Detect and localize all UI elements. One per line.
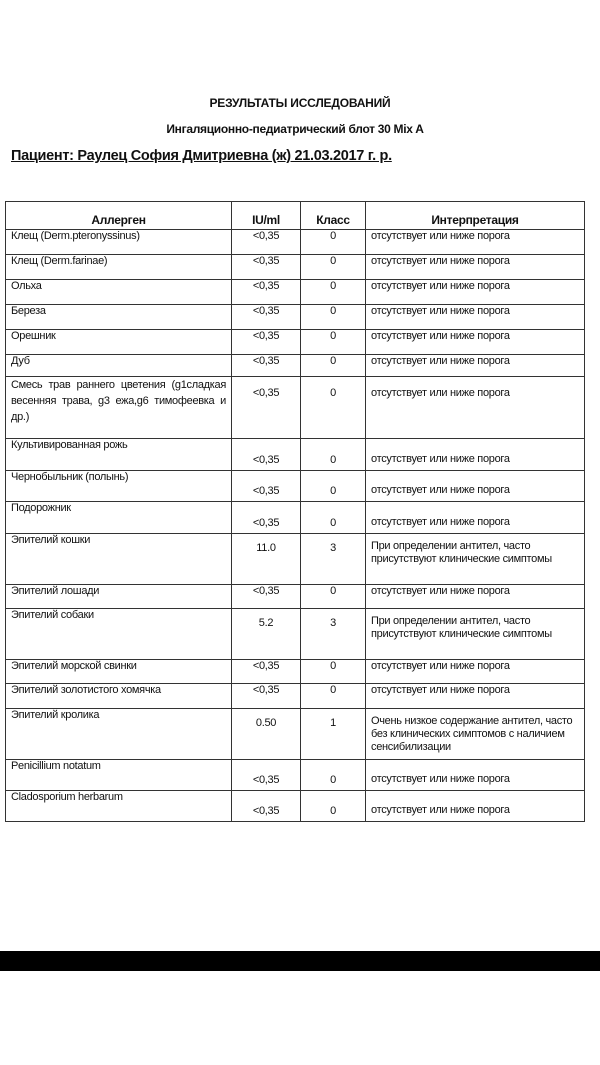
class-cell: 0: [301, 660, 366, 684]
iu-cell: <0,35: [232, 305, 301, 330]
column-header-iu: IU/ml: [232, 202, 301, 230]
table-row: [6, 439, 585, 471]
document-subtitle: Ингаляционно-педиатрический блот 30 Mix A: [166, 122, 424, 136]
allergen-cell: Эпителий морской свинки: [6, 660, 232, 684]
iu-cell: <0,35: [232, 760, 301, 791]
allergen-cell: Эпителий лошади: [6, 585, 232, 609]
class-cell: 0: [301, 330, 366, 355]
interpretation-cell: отсутствует или ниже порога: [366, 255, 585, 280]
class-cell: 0: [301, 439, 366, 471]
interpretation-cell: отсутствует или ниже порога: [366, 439, 585, 471]
iu-cell: <0,35: [232, 471, 301, 502]
patient-info: Пациент: Раулец София Дмитриевна (ж) 21.03.2017 г. р.: [11, 148, 392, 164]
class-cell: 0: [301, 585, 366, 609]
table-row: [6, 502, 585, 534]
iu-cell: 0.50: [232, 709, 301, 760]
interpretation-cell: отсутствует или ниже порога: [366, 684, 585, 709]
class-cell: 0: [301, 377, 366, 439]
iu-cell: <0,35: [232, 502, 301, 534]
class-cell: 0: [301, 684, 366, 709]
iu-cell: <0,35: [232, 355, 301, 377]
table-header-row: [6, 202, 585, 230]
table-row: [6, 760, 585, 791]
table-row: [6, 534, 585, 585]
class-cell: 3: [301, 534, 366, 585]
interpretation-cell: отсутствует или ниже порога: [366, 660, 585, 684]
table-row: [6, 305, 585, 330]
interpretation-cell: При определении антител, часто присутствуют клинические симптомы: [366, 534, 585, 585]
table-row: [6, 280, 585, 305]
results-table: [5, 201, 585, 822]
allergen-cell: Клещ (Derm.pteronyssinus): [6, 230, 232, 255]
iu-cell: <0,35: [232, 377, 301, 439]
table-row: [6, 585, 585, 609]
interpretation-cell: отсутствует или ниже порога: [366, 355, 585, 377]
interpretation-cell: При определении антител, часто присутствуют клинические симптомы: [366, 609, 585, 660]
column-header-interpretation: Интерпретация: [366, 202, 585, 230]
interpretation-cell: отсутствует или ниже порога: [366, 305, 585, 330]
allergen-cell: [6, 377, 232, 439]
table-row: [6, 255, 585, 280]
table-row: [6, 377, 585, 439]
column-header-class: Класс: [301, 202, 366, 230]
allergen-cell: Клещ (Derm.farinae): [6, 255, 232, 280]
allergen-cell: Подорожник: [6, 502, 232, 534]
interpretation-cell: отсутствует или ниже порога: [366, 502, 585, 534]
interpretation-cell: отсутствует или ниже порога: [366, 230, 585, 255]
allergen-cell: Эпителий золотистого хомячка: [6, 684, 232, 709]
class-cell: 0: [301, 471, 366, 502]
iu-cell: <0,35: [232, 439, 301, 471]
interpretation-cell: отсутствует или ниже порога: [366, 280, 585, 305]
interpretation-cell: отсутствует или ниже порога: [366, 377, 585, 439]
interpretation-cell: отсутствует или ниже порога: [366, 330, 585, 355]
allergen-cell: Береза: [6, 305, 232, 330]
class-cell: 1: [301, 709, 366, 760]
table-row: [6, 660, 585, 684]
column-header-allergen: Аллерген: [6, 202, 232, 230]
allergen-cell: Cladosporium herbarum: [6, 791, 232, 822]
iu-cell: <0,35: [232, 660, 301, 684]
iu-cell: <0,35: [232, 684, 301, 709]
class-cell: 0: [301, 305, 366, 330]
iu-cell: <0,35: [232, 230, 301, 255]
iu-cell: <0,35: [232, 791, 301, 822]
allergen-cell-text: Смесь трав раннего цветения (g1сладкая весенняя трава, g3 ежа,g6 тимофеевка и др.): [11, 379, 226, 423]
allergen-cell: Культивированная рожь: [6, 439, 232, 471]
bottom-black-bar: [0, 951, 600, 971]
interpretation-cell: отсутствует или ниже порога: [366, 471, 585, 502]
interpretation-cell: отсутствует или ниже порога: [366, 791, 585, 822]
interpretation-cell: отсутствует или ниже порога: [366, 585, 585, 609]
table-row: [6, 330, 585, 355]
class-cell: 0: [301, 255, 366, 280]
class-cell: 0: [301, 280, 366, 305]
allergen-cell: Орешник: [6, 330, 232, 355]
iu-cell: <0,35: [232, 585, 301, 609]
iu-cell: <0,35: [232, 330, 301, 355]
allergen-cell: Эпителий кролика: [6, 709, 232, 760]
table-row: [6, 230, 585, 255]
interpretation-cell: Очень низкое содержание антител, часто без клинических симптомов с наличием сенсибилизации: [366, 709, 585, 760]
allergen-cell: Эпителий собаки: [6, 609, 232, 660]
table-row: [6, 471, 585, 502]
allergen-cell: Дуб: [6, 355, 232, 377]
table-row: [6, 709, 585, 760]
class-cell: 0: [301, 355, 366, 377]
allergen-cell: Чернобыльник (полынь): [6, 471, 232, 502]
table-row: [6, 609, 585, 660]
iu-cell: <0,35: [232, 280, 301, 305]
iu-cell: 5.2: [232, 609, 301, 660]
class-cell: 0: [301, 230, 366, 255]
class-cell: 0: [301, 502, 366, 534]
class-cell: 3: [301, 609, 366, 660]
iu-cell: <0,35: [232, 255, 301, 280]
table-row: [6, 791, 585, 822]
allergen-cell: Эпителий кошки: [6, 534, 232, 585]
document-title: РЕЗУЛЬТАТЫ ИССЛЕДОВАНИЙ: [209, 96, 391, 110]
allergen-cell: Ольха: [6, 280, 232, 305]
allergen-cell: Penicillium notatum: [6, 760, 232, 791]
interpretation-cell: отсутствует или ниже порога: [366, 760, 585, 791]
table-row: [6, 684, 585, 709]
class-cell: 0: [301, 791, 366, 822]
table-row: [6, 355, 585, 377]
class-cell: 0: [301, 760, 366, 791]
iu-cell: 11.0: [232, 534, 301, 585]
